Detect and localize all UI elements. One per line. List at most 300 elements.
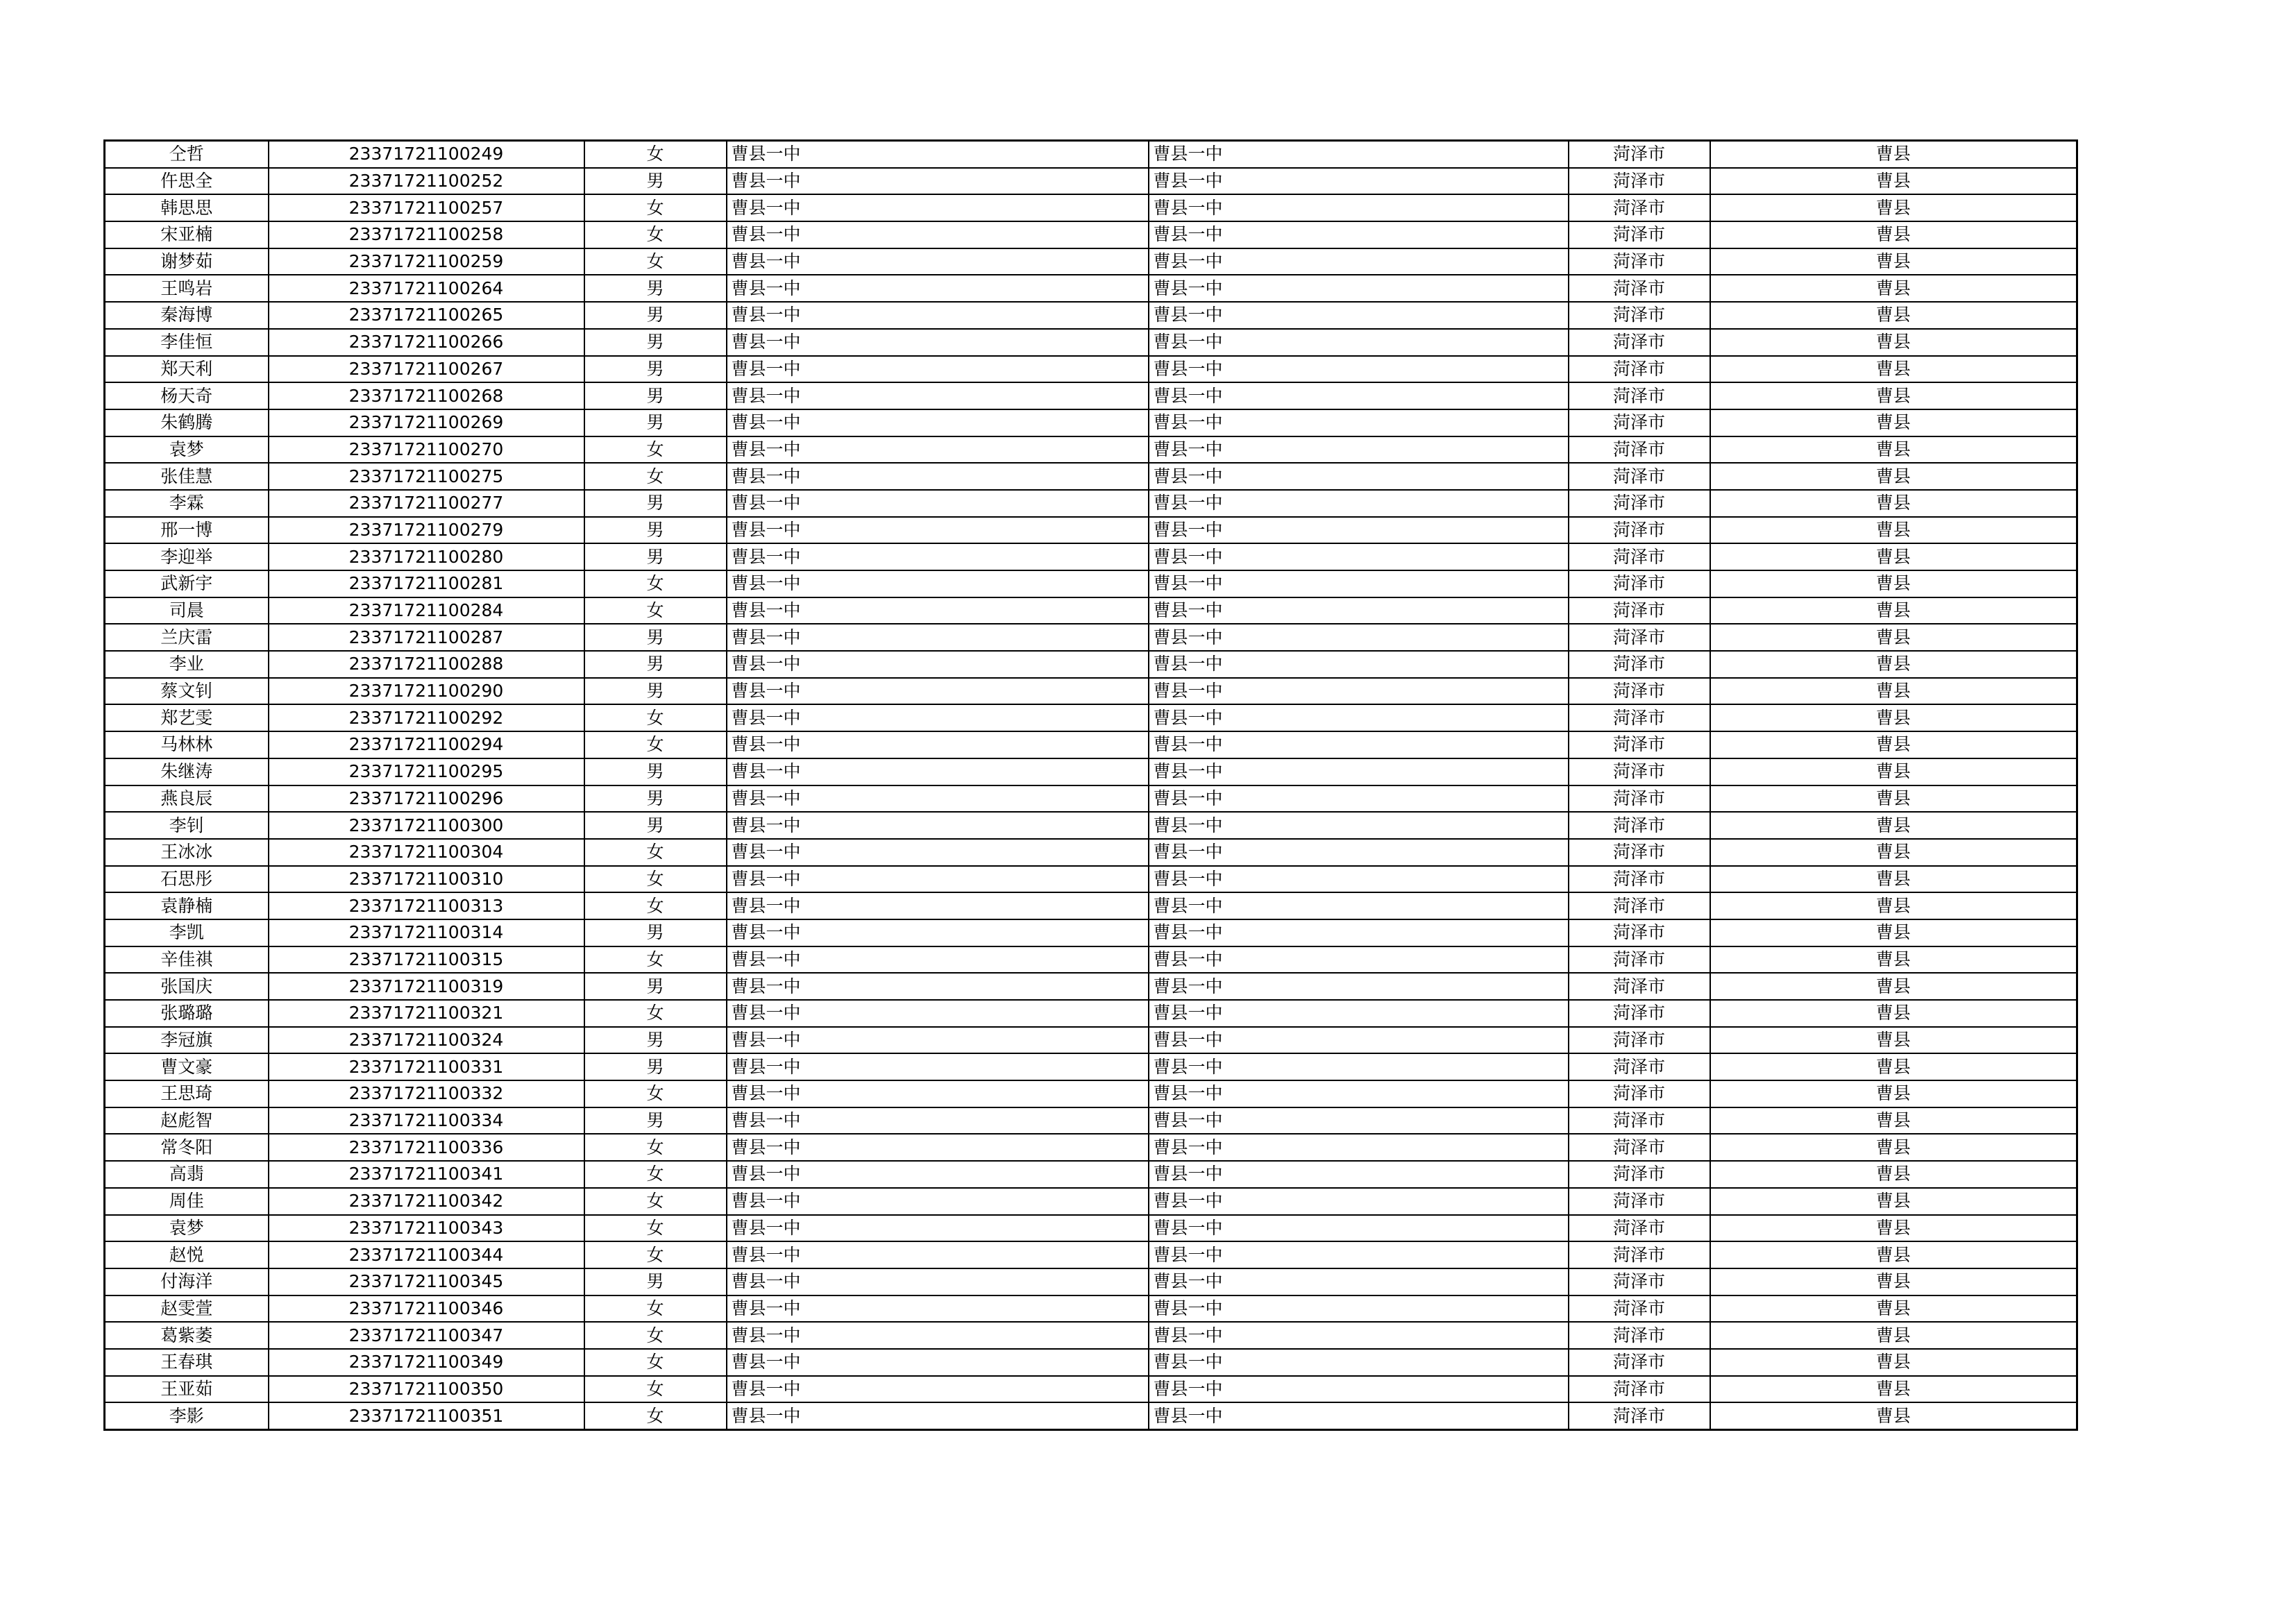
city-cell: 菏泽市 bbox=[1569, 1402, 1710, 1429]
gender-cell: 女 bbox=[584, 194, 727, 221]
exam-site-cell: 曹县一中 bbox=[1149, 543, 1569, 570]
city-cell: 菏泽市 bbox=[1569, 624, 1710, 651]
city-cell: 菏泽市 bbox=[1569, 1322, 1710, 1349]
exam-id-cell: 23371721100292 bbox=[269, 704, 584, 731]
table-row bbox=[105, 436, 2077, 464]
city-cell: 菏泽市 bbox=[1569, 866, 1710, 893]
gender-cell: 男 bbox=[584, 168, 727, 195]
table-row bbox=[105, 1161, 2077, 1188]
name-cell: 袁梦 bbox=[105, 1215, 269, 1242]
exam-id-cell: 23371721100314 bbox=[269, 919, 584, 946]
school-cell: 曹县一中 bbox=[727, 785, 1149, 813]
city-cell: 菏泽市 bbox=[1569, 1215, 1710, 1242]
city-cell: 菏泽市 bbox=[1569, 248, 1710, 275]
name-cell: 赵悦 bbox=[105, 1241, 269, 1268]
exam-site-cell: 曹县一中 bbox=[1149, 1268, 1569, 1295]
name-cell: 王鸣岩 bbox=[105, 275, 269, 302]
table-row bbox=[105, 866, 2077, 893]
name-cell: 杨天奇 bbox=[105, 382, 269, 409]
city-cell: 菏泽市 bbox=[1569, 731, 1710, 758]
exam-site-cell: 曹县一中 bbox=[1149, 839, 1569, 866]
gender-cell: 男 bbox=[584, 678, 727, 705]
table-row bbox=[105, 409, 2077, 436]
table-row bbox=[105, 490, 2077, 517]
table-row bbox=[105, 356, 2077, 383]
name-cell: 蔡文钊 bbox=[105, 678, 269, 705]
table-row bbox=[105, 168, 2077, 195]
exam-site-cell: 曹县一中 bbox=[1149, 892, 1569, 919]
name-cell: 司晨 bbox=[105, 597, 269, 624]
exam-id-cell: 23371721100349 bbox=[269, 1349, 584, 1376]
exam-id-cell: 23371721100304 bbox=[269, 839, 584, 866]
gender-cell: 女 bbox=[584, 1349, 727, 1376]
exam-site-cell: 曹县一中 bbox=[1149, 356, 1569, 383]
county-cell: 曹县 bbox=[1710, 1161, 2077, 1188]
exam-id-cell: 23371721100290 bbox=[269, 678, 584, 705]
exam-site-cell: 曹县一中 bbox=[1149, 382, 1569, 409]
exam-site-cell: 曹县一中 bbox=[1149, 329, 1569, 356]
table-row bbox=[105, 543, 2077, 570]
gender-cell: 女 bbox=[584, 704, 727, 731]
county-cell: 曹县 bbox=[1710, 678, 2077, 705]
county-cell: 曹县 bbox=[1710, 1053, 2077, 1080]
name-cell: 葛紫萎 bbox=[105, 1322, 269, 1349]
school-cell: 曹县一中 bbox=[727, 382, 1149, 409]
name-cell: 王思琦 bbox=[105, 1080, 269, 1107]
table-row bbox=[105, 463, 2077, 490]
school-cell: 曹县一中 bbox=[727, 1349, 1149, 1376]
gender-cell: 男 bbox=[584, 517, 727, 544]
gender-cell: 男 bbox=[584, 302, 727, 329]
exam-id-cell: 23371721100257 bbox=[269, 194, 584, 221]
exam-site-cell: 曹县一中 bbox=[1149, 1215, 1569, 1242]
name-cell: 周佳 bbox=[105, 1188, 269, 1215]
gender-cell: 男 bbox=[584, 758, 727, 785]
gender-cell: 男 bbox=[584, 1107, 727, 1135]
school-cell: 曹县一中 bbox=[727, 1322, 1149, 1349]
table-row bbox=[105, 1322, 2077, 1349]
school-cell: 曹县一中 bbox=[727, 839, 1149, 866]
city-cell: 菏泽市 bbox=[1569, 1027, 1710, 1054]
table-row bbox=[105, 1080, 2077, 1107]
student-roster-sheet bbox=[103, 139, 2076, 1431]
county-cell: 曹县 bbox=[1710, 275, 2077, 302]
county-cell: 曹县 bbox=[1710, 597, 2077, 624]
city-cell: 菏泽市 bbox=[1569, 1241, 1710, 1268]
exam-site-cell: 曹县一中 bbox=[1149, 624, 1569, 651]
gender-cell: 女 bbox=[584, 221, 727, 248]
exam-site-cell: 曹县一中 bbox=[1149, 1027, 1569, 1054]
name-cell: 谢梦茹 bbox=[105, 248, 269, 275]
school-cell: 曹县一中 bbox=[727, 731, 1149, 758]
name-cell: 袁梦 bbox=[105, 436, 269, 464]
exam-id-cell: 23371721100275 bbox=[269, 463, 584, 490]
exam-site-cell: 曹县一中 bbox=[1149, 570, 1569, 597]
school-cell: 曹县一中 bbox=[727, 436, 1149, 464]
exam-site-cell: 曹县一中 bbox=[1149, 1402, 1569, 1429]
exam-site-cell: 曹县一中 bbox=[1149, 194, 1569, 221]
city-cell: 菏泽市 bbox=[1569, 973, 1710, 1000]
county-cell: 曹县 bbox=[1710, 1241, 2077, 1268]
city-cell: 菏泽市 bbox=[1569, 382, 1710, 409]
school-cell: 曹县一中 bbox=[727, 543, 1149, 570]
exam-id-cell: 23371721100258 bbox=[269, 221, 584, 248]
school-cell: 曹县一中 bbox=[727, 651, 1149, 678]
city-cell: 菏泽市 bbox=[1569, 1000, 1710, 1027]
school-cell: 曹县一中 bbox=[727, 490, 1149, 517]
county-cell: 曹县 bbox=[1710, 194, 2077, 221]
name-cell: 曹文豪 bbox=[105, 1053, 269, 1080]
table-row bbox=[105, 517, 2077, 544]
school-cell: 曹县一中 bbox=[727, 1241, 1149, 1268]
exam-id-cell: 23371721100252 bbox=[269, 168, 584, 195]
exam-id-cell: 23371721100313 bbox=[269, 892, 584, 919]
school-cell: 曹县一中 bbox=[727, 892, 1149, 919]
county-cell: 曹县 bbox=[1710, 651, 2077, 678]
gender-cell: 男 bbox=[584, 275, 727, 302]
name-cell: 张璐璐 bbox=[105, 1000, 269, 1027]
gender-cell: 男 bbox=[584, 409, 727, 436]
city-cell: 菏泽市 bbox=[1569, 1107, 1710, 1135]
table-row bbox=[105, 946, 2077, 974]
city-cell: 菏泽市 bbox=[1569, 1053, 1710, 1080]
table-row bbox=[105, 704, 2077, 731]
city-cell: 菏泽市 bbox=[1569, 436, 1710, 464]
county-cell: 曹县 bbox=[1710, 356, 2077, 383]
city-cell: 菏泽市 bbox=[1569, 168, 1710, 195]
gender-cell: 女 bbox=[584, 436, 727, 464]
gender-cell: 女 bbox=[584, 731, 727, 758]
exam-id-cell: 23371721100284 bbox=[269, 597, 584, 624]
city-cell: 菏泽市 bbox=[1569, 1134, 1710, 1161]
county-cell: 曹县 bbox=[1710, 839, 2077, 866]
gender-cell: 女 bbox=[584, 1000, 727, 1027]
table-row bbox=[105, 275, 2077, 302]
table-row bbox=[105, 839, 2077, 866]
exam-id-cell: 23371721100269 bbox=[269, 409, 584, 436]
county-cell: 曹县 bbox=[1710, 1322, 2077, 1349]
school-cell: 曹县一中 bbox=[727, 302, 1149, 329]
city-cell: 菏泽市 bbox=[1569, 919, 1710, 946]
exam-id-cell: 23371721100287 bbox=[269, 624, 584, 651]
gender-cell: 女 bbox=[584, 839, 727, 866]
exam-id-cell: 23371721100341 bbox=[269, 1161, 584, 1188]
table-row bbox=[105, 329, 2077, 356]
exam-site-cell: 曹县一中 bbox=[1149, 1053, 1569, 1080]
city-cell: 菏泽市 bbox=[1569, 946, 1710, 974]
school-cell: 曹县一中 bbox=[727, 758, 1149, 785]
school-cell: 曹县一中 bbox=[727, 946, 1149, 974]
city-cell: 菏泽市 bbox=[1569, 651, 1710, 678]
county-cell: 曹县 bbox=[1710, 785, 2077, 813]
school-cell: 曹县一中 bbox=[727, 973, 1149, 1000]
county-cell: 曹县 bbox=[1710, 1107, 2077, 1135]
city-cell: 菏泽市 bbox=[1569, 1161, 1710, 1188]
school-cell: 曹县一中 bbox=[727, 919, 1149, 946]
school-cell: 曹县一中 bbox=[727, 1000, 1149, 1027]
exam-id-cell: 23371721100270 bbox=[269, 436, 584, 464]
exam-id-cell: 23371721100279 bbox=[269, 517, 584, 544]
name-cell: 王亚茹 bbox=[105, 1376, 269, 1403]
city-cell: 菏泽市 bbox=[1569, 194, 1710, 221]
city-cell: 菏泽市 bbox=[1569, 678, 1710, 705]
table-row bbox=[105, 785, 2077, 813]
table-row bbox=[105, 1402, 2077, 1429]
city-cell: 菏泽市 bbox=[1569, 839, 1710, 866]
table-row bbox=[105, 382, 2077, 409]
table-row bbox=[105, 1349, 2077, 1376]
exam-id-cell: 23371721100264 bbox=[269, 275, 584, 302]
exam-id-cell: 23371721100288 bbox=[269, 651, 584, 678]
school-cell: 曹县一中 bbox=[727, 1053, 1149, 1080]
school-cell: 曹县一中 bbox=[727, 275, 1149, 302]
exam-site-cell: 曹县一中 bbox=[1149, 1134, 1569, 1161]
gender-cell: 男 bbox=[584, 919, 727, 946]
exam-id-cell: 23371721100324 bbox=[269, 1027, 584, 1054]
county-cell: 曹县 bbox=[1710, 1134, 2077, 1161]
exam-site-cell: 曹县一中 bbox=[1149, 1080, 1569, 1107]
table-row bbox=[105, 1053, 2077, 1080]
school-cell: 曹县一中 bbox=[727, 141, 1149, 168]
city-cell: 菏泽市 bbox=[1569, 1268, 1710, 1295]
exam-site-cell: 曹县一中 bbox=[1149, 946, 1569, 974]
exam-site-cell: 曹县一中 bbox=[1149, 597, 1569, 624]
table-row bbox=[105, 597, 2077, 624]
county-cell: 曹县 bbox=[1710, 490, 2077, 517]
exam-site-cell: 曹县一中 bbox=[1149, 1241, 1569, 1268]
county-cell: 曹县 bbox=[1710, 866, 2077, 893]
county-cell: 曹县 bbox=[1710, 302, 2077, 329]
exam-site-cell: 曹县一中 bbox=[1149, 1349, 1569, 1376]
gender-cell: 男 bbox=[584, 329, 727, 356]
table-row bbox=[105, 248, 2077, 275]
exam-site-cell: 曹县一中 bbox=[1149, 168, 1569, 195]
city-cell: 菏泽市 bbox=[1569, 758, 1710, 785]
exam-site-cell: 曹县一中 bbox=[1149, 704, 1569, 731]
school-cell: 曹县一中 bbox=[727, 168, 1149, 195]
gender-cell: 男 bbox=[584, 785, 727, 813]
county-cell: 曹县 bbox=[1710, 1268, 2077, 1295]
exam-id-cell: 23371721100319 bbox=[269, 973, 584, 1000]
name-cell: 李霖 bbox=[105, 490, 269, 517]
school-cell: 曹县一中 bbox=[727, 409, 1149, 436]
exam-site-cell: 曹县一中 bbox=[1149, 1188, 1569, 1215]
table-row bbox=[105, 570, 2077, 597]
exam-id-cell: 23371721100249 bbox=[269, 141, 584, 168]
name-cell: 高翡 bbox=[105, 1161, 269, 1188]
school-cell: 曹县一中 bbox=[727, 356, 1149, 383]
gender-cell: 男 bbox=[584, 1268, 727, 1295]
exam-site-cell: 曹县一中 bbox=[1149, 1376, 1569, 1403]
school-cell: 曹县一中 bbox=[727, 329, 1149, 356]
name-cell: 宋亚楠 bbox=[105, 221, 269, 248]
exam-site-cell: 曹县一中 bbox=[1149, 409, 1569, 436]
table-row bbox=[105, 973, 2077, 1000]
exam-id-cell: 23371721100336 bbox=[269, 1134, 584, 1161]
exam-id-cell: 23371721100277 bbox=[269, 490, 584, 517]
name-cell: 袁静楠 bbox=[105, 892, 269, 919]
exam-id-cell: 23371721100280 bbox=[269, 543, 584, 570]
gender-cell: 男 bbox=[584, 1053, 727, 1080]
county-cell: 曹县 bbox=[1710, 436, 2077, 464]
exam-site-cell: 曹县一中 bbox=[1149, 302, 1569, 329]
table-row bbox=[105, 678, 2077, 705]
exam-site-cell: 曹县一中 bbox=[1149, 678, 1569, 705]
exam-id-cell: 23371721100351 bbox=[269, 1402, 584, 1429]
name-cell: 李影 bbox=[105, 1402, 269, 1429]
name-cell: 武新宇 bbox=[105, 570, 269, 597]
exam-id-cell: 23371721100266 bbox=[269, 329, 584, 356]
school-cell: 曹县一中 bbox=[727, 597, 1149, 624]
table-row bbox=[105, 731, 2077, 758]
school-cell: 曹县一中 bbox=[727, 1161, 1149, 1188]
table-row bbox=[105, 919, 2077, 946]
exam-id-cell: 23371721100343 bbox=[269, 1215, 584, 1242]
name-cell: 李业 bbox=[105, 651, 269, 678]
table-row bbox=[105, 624, 2077, 651]
school-cell: 曹县一中 bbox=[727, 1027, 1149, 1054]
city-cell: 菏泽市 bbox=[1569, 275, 1710, 302]
county-cell: 曹县 bbox=[1710, 624, 2077, 651]
county-cell: 曹县 bbox=[1710, 1080, 2077, 1107]
exam-site-cell: 曹县一中 bbox=[1149, 221, 1569, 248]
city-cell: 菏泽市 bbox=[1569, 141, 1710, 168]
name-cell: 赵彪智 bbox=[105, 1107, 269, 1135]
city-cell: 菏泽市 bbox=[1569, 785, 1710, 813]
city-cell: 菏泽市 bbox=[1569, 490, 1710, 517]
exam-site-cell: 曹县一中 bbox=[1149, 275, 1569, 302]
table-row bbox=[105, 1376, 2077, 1403]
exam-site-cell: 曹县一中 bbox=[1149, 1161, 1569, 1188]
county-cell: 曹县 bbox=[1710, 543, 2077, 570]
exam-id-cell: 23371721100295 bbox=[269, 758, 584, 785]
name-cell: 常冬阳 bbox=[105, 1134, 269, 1161]
school-cell: 曹县一中 bbox=[727, 812, 1149, 839]
exam-site-cell: 曹县一中 bbox=[1149, 1322, 1569, 1349]
table-row bbox=[105, 302, 2077, 329]
gender-cell: 女 bbox=[584, 570, 727, 597]
school-cell: 曹县一中 bbox=[727, 1134, 1149, 1161]
name-cell: 兰庆雷 bbox=[105, 624, 269, 651]
gender-cell: 女 bbox=[584, 248, 727, 275]
county-cell: 曹县 bbox=[1710, 1349, 2077, 1376]
school-cell: 曹县一中 bbox=[727, 1295, 1149, 1323]
county-cell: 曹县 bbox=[1710, 1027, 2077, 1054]
table-row bbox=[105, 758, 2077, 785]
name-cell: 仝哲 bbox=[105, 141, 269, 168]
table-row bbox=[105, 1188, 2077, 1215]
name-cell: 仵思全 bbox=[105, 168, 269, 195]
name-cell: 王冰冰 bbox=[105, 839, 269, 866]
exam-id-cell: 23371721100310 bbox=[269, 866, 584, 893]
gender-cell: 女 bbox=[584, 1134, 727, 1161]
name-cell: 张佳慧 bbox=[105, 463, 269, 490]
name-cell: 李迎举 bbox=[105, 543, 269, 570]
county-cell: 曹县 bbox=[1710, 382, 2077, 409]
gender-cell: 女 bbox=[584, 946, 727, 974]
name-cell: 韩思思 bbox=[105, 194, 269, 221]
county-cell: 曹县 bbox=[1710, 1402, 2077, 1429]
exam-site-cell: 曹县一中 bbox=[1149, 758, 1569, 785]
city-cell: 菏泽市 bbox=[1569, 409, 1710, 436]
table-row bbox=[105, 1268, 2077, 1295]
county-cell: 曹县 bbox=[1710, 1188, 2077, 1215]
county-cell: 曹县 bbox=[1710, 1000, 2077, 1027]
exam-site-cell: 曹县一中 bbox=[1149, 490, 1569, 517]
exam-site-cell: 曹县一中 bbox=[1149, 919, 1569, 946]
name-cell: 马林林 bbox=[105, 731, 269, 758]
city-cell: 菏泽市 bbox=[1569, 517, 1710, 544]
table-row bbox=[105, 892, 2077, 919]
table-row bbox=[105, 141, 2077, 168]
name-cell: 付海洋 bbox=[105, 1268, 269, 1295]
exam-id-cell: 23371721100342 bbox=[269, 1188, 584, 1215]
name-cell: 李凯 bbox=[105, 919, 269, 946]
county-cell: 曹县 bbox=[1710, 973, 2077, 1000]
city-cell: 菏泽市 bbox=[1569, 1295, 1710, 1323]
city-cell: 菏泽市 bbox=[1569, 356, 1710, 383]
exam-site-cell: 曹县一中 bbox=[1149, 731, 1569, 758]
county-cell: 曹县 bbox=[1710, 517, 2077, 544]
exam-id-cell: 23371721100350 bbox=[269, 1376, 584, 1403]
name-cell: 李佳恒 bbox=[105, 329, 269, 356]
name-cell: 李钊 bbox=[105, 812, 269, 839]
school-cell: 曹县一中 bbox=[727, 570, 1149, 597]
exam-site-cell: 曹县一中 bbox=[1149, 973, 1569, 1000]
exam-id-cell: 23371721100334 bbox=[269, 1107, 584, 1135]
gender-cell: 男 bbox=[584, 490, 727, 517]
gender-cell: 女 bbox=[584, 1295, 727, 1323]
city-cell: 菏泽市 bbox=[1569, 1349, 1710, 1376]
gender-cell: 女 bbox=[584, 866, 727, 893]
name-cell: 郑艺雯 bbox=[105, 704, 269, 731]
county-cell: 曹县 bbox=[1710, 758, 2077, 785]
exam-id-cell: 23371721100347 bbox=[269, 1322, 584, 1349]
county-cell: 曹县 bbox=[1710, 141, 2077, 168]
exam-id-cell: 23371721100345 bbox=[269, 1268, 584, 1295]
exam-site-cell: 曹县一中 bbox=[1149, 141, 1569, 168]
table-row bbox=[105, 1241, 2077, 1268]
school-cell: 曹县一中 bbox=[727, 1376, 1149, 1403]
gender-cell: 男 bbox=[584, 812, 727, 839]
name-cell: 张国庆 bbox=[105, 973, 269, 1000]
city-cell: 菏泽市 bbox=[1569, 1080, 1710, 1107]
school-cell: 曹县一中 bbox=[727, 866, 1149, 893]
exam-id-cell: 23371721100344 bbox=[269, 1241, 584, 1268]
name-cell: 辛佳祺 bbox=[105, 946, 269, 974]
gender-cell: 女 bbox=[584, 1215, 727, 1242]
county-cell: 曹县 bbox=[1710, 1215, 2077, 1242]
name-cell: 秦海博 bbox=[105, 302, 269, 329]
gender-cell: 男 bbox=[584, 1027, 727, 1054]
city-cell: 菏泽市 bbox=[1569, 543, 1710, 570]
student-roster-table bbox=[103, 139, 2078, 1431]
city-cell: 菏泽市 bbox=[1569, 302, 1710, 329]
city-cell: 菏泽市 bbox=[1569, 1188, 1710, 1215]
city-cell: 菏泽市 bbox=[1569, 463, 1710, 490]
table-row bbox=[105, 1134, 2077, 1161]
city-cell: 菏泽市 bbox=[1569, 1376, 1710, 1403]
exam-id-cell: 23371721100346 bbox=[269, 1295, 584, 1323]
city-cell: 菏泽市 bbox=[1569, 570, 1710, 597]
exam-site-cell: 曹县一中 bbox=[1149, 463, 1569, 490]
exam-id-cell: 23371721100321 bbox=[269, 1000, 584, 1027]
exam-site-cell: 曹县一中 bbox=[1149, 785, 1569, 813]
name-cell: 郑天利 bbox=[105, 356, 269, 383]
school-cell: 曹县一中 bbox=[727, 1080, 1149, 1107]
exam-site-cell: 曹县一中 bbox=[1149, 248, 1569, 275]
county-cell: 曹县 bbox=[1710, 946, 2077, 974]
